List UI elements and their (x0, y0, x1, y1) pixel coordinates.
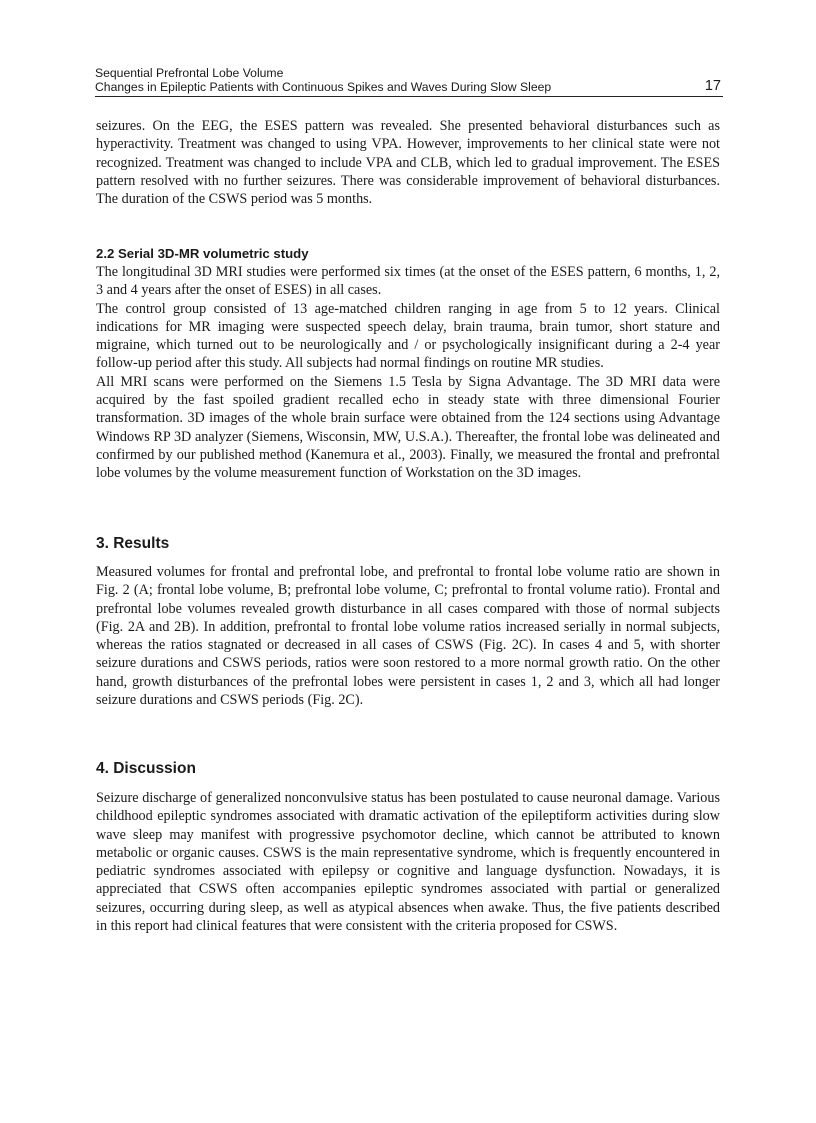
section-2-2-body (96, 263, 720, 483)
section-2-2-paragraph-2: The control group consisted of 13 age-matched children ranging in age from 5 to 12 years. Clinical indications for MR imaging were suspected speech delay, brain trauma, brain tumor, short stature and migraine, which turned out to be neurologically and / or psychologically insignificant during a 2-4 year follow-up period after this study. All subjects had normal findings on routine MR studies. (96, 300, 720, 372)
results-heading: 3. Results (96, 535, 170, 552)
discussion-body (96, 789, 720, 935)
section-2-2-heading: 2.2 Serial 3D-MR volumetric study (96, 246, 309, 261)
results-paragraph: Measured volumes for frontal and prefrontal lobe, and prefrontal to frontal lobe volume ratio are shown in Fig. 2 (A; frontal lobe volume, B; prefrontal lobe volume, C; prefrontal to frontal volume ratio). Frontal and prefrontal lobe volumes revealed growth disturbance in all cases compared with those of normal subjects (Fig. 2A and 2B). In addition, prefrontal to frontal lobe volume ratios increased serially in normal subjects, whereas the ratios stagnated or decreased in all cases of CSWS (Fig. 2C). In cases 4 and 5, with shorter seizure durations and CSWS periods, ratios were soon restored to a more normal growth ratio. On the other hand, growth disturbances of the prefrontal lobes were persistent in cases 1, 2 and 3, which all had longer seizure durations and CSWS periods (Fig. 2C). (96, 564, 720, 709)
section-2-2-paragraph-3: All MRI scans were performed on the Siemens 1.5 Tesla by Signa Advantage. The 3D MRI data were acquired by the fast spoiled gradient recalled echo in steady state with three dimensional Fourier transformation. 3D images of the whole brain surface were obtained from the 124 sections using Advantage Windows RP 3D analyzer (Siemens, Wisconsin, MW, U.S.A.). Thereafter, the frontal lobe was delineated and confirmed by our published method (Kanemura et al., 2003). Finally, we measured the frontal and prefrontal lobe volumes by the volume measurement function of Workstation on the 3D images. (96, 373, 720, 482)
results-body (96, 563, 720, 709)
intro-paragraph: seizures. On the EEG, the ESES pattern was revealed. She presented behavioral disturbances such as hyperactivity. Treatment was changed to using VPA. However, improvements to her clinical state were not recognized. Treatment was changed to include VPA and CLB, which led to gradual improvement. The ESES pattern resolved with no further seizures. There was considerable improvement of behavioral disturbances. The duration of the CSWS period was 5 months. (96, 118, 720, 208)
discussion-heading: 4. Discussion (96, 760, 196, 777)
running-header (95, 66, 723, 97)
header-title-line-2: Changes in Epileptic Patients with Continuous Spikes and Waves During Slow Sleep (95, 80, 552, 94)
section-2-2-paragraph-1: The longitudinal 3D MRI studies were performed six times (at the onset of the ESES pattern, 6 months, 1, 2, 3 and 4 years after the onset of ESES) in all cases. (96, 264, 720, 299)
page-number: 17 (704, 78, 721, 94)
intro-paragraph-block (96, 117, 720, 208)
discussion-paragraph: Seizure discharge of generalized nonconvulsive status has been postulated to cause neuronal damage. Various childhood epileptic syndromes associated with dramatic activation of the epileptiform activities during slow wave sleep may manifest with progressive psychomotor decline, which cannot be attributed to known metabolic or organic causes. CSWS is the main representative syndrome, which is frequently encountered in pediatric syndromes associated with epilepsy or cognitive and language dysfunction. Nowadays, it is appreciated that CSWS often accompanies epileptic syndromes associated with partial or generalized seizures, occurring during sleep, as well as atypical absences when awake. Thus, the five patients described in this report had clinical features that were consistent with the criteria proposed for CSWS. (96, 790, 720, 935)
header-title-line-1: Sequential Prefrontal Lobe Volume (95, 66, 284, 80)
